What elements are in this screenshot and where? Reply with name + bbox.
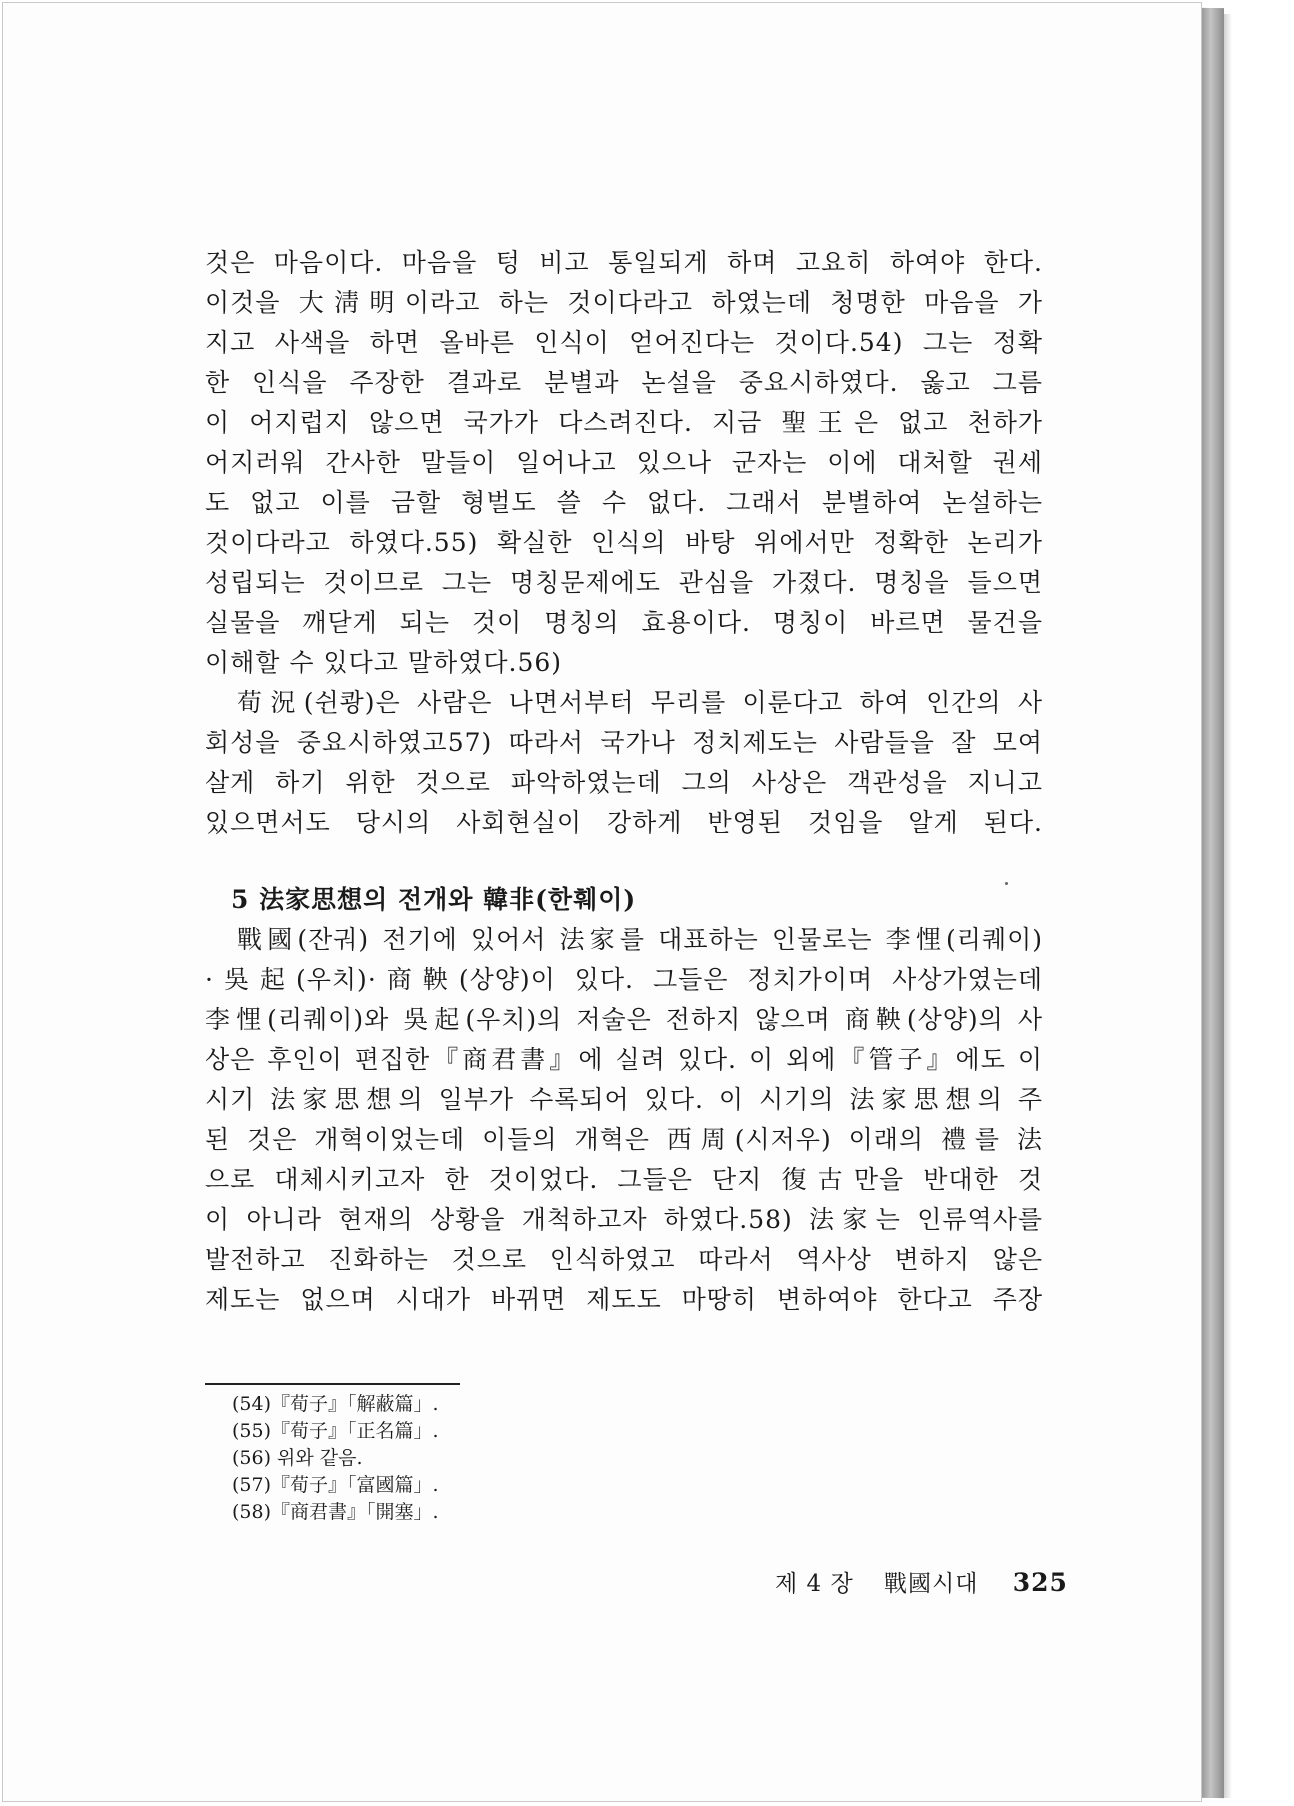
- running-footer: [775, 1565, 1068, 1598]
- text-line: 荀況(쉰쾅)은 사람은 나면서부터 무리를 이룬다고 하여 인간의 사: [237, 688, 1043, 717]
- text-line: 성립되는 것이므로 그는 명칭문제에도 관심을 가졌다. 명칭을 들으면: [205, 568, 1043, 597]
- text-line: 한 인식을 주장한 결과로 분별과 논설을 중요시하였다. 옳고 그름: [205, 368, 1043, 397]
- text-line: 실물을 깨닫게 되는 것이 명칭의 효용이다. 명칭이 바르면 물건을: [205, 608, 1043, 637]
- footnote-rule: [205, 1383, 460, 1385]
- text-line: 발전하고 진화하는 것으로 인식하였고 따라서 역사상 변하지 않은: [205, 1245, 1043, 1274]
- text-line: 시기 法家思想의 일부가 수록되어 있다. 이 시기의 法家思想의 주: [205, 1085, 1043, 1114]
- page-number: 325: [1012, 1568, 1068, 1597]
- footnote: (57)『荀子』「富國篇」.: [232, 1474, 439, 1496]
- text-line: 상은 후인이 편집한『商君書』에 실려 있다. 이 외에『管子』에도 이: [205, 1045, 1043, 1074]
- footnote: (58)『商君書』「開塞」.: [232, 1501, 439, 1523]
- footnote: (54)『荀子』「解蔽篇」.: [232, 1393, 439, 1415]
- section-heading: 5 法家思想의 전개와 韓非(한훼이): [231, 885, 637, 914]
- text-line: 이해할 수 있다고 말하였다.56): [205, 648, 563, 677]
- text-line: 어지러워 간사한 말들이 일어나고 있으나 군자는 이에 대처할 권세: [205, 448, 1043, 477]
- text-line: 것이다라고 하였다.55) 확실한 인식의 바탕 위에서만 정확한 논리가: [205, 528, 1043, 557]
- print-speck: [1005, 882, 1008, 885]
- page-edge-stack: [1202, 8, 1224, 1798]
- text-line: 戰國(잔궈) 전기에 있어서 法家를 대표하는 인물로는 李悝(리퀘이): [237, 925, 1043, 954]
- footer-title: 戰國시대: [884, 1571, 979, 1597]
- footnotes: [232, 1391, 439, 1526]
- text-line: 있으면서도 당시의 사회현실이 강하게 반영된 것임을 알게 된다.: [205, 808, 1043, 837]
- footer-chapter: 제 4 장: [775, 1571, 854, 1597]
- text-line: 으로 대체시키고자 한 것이었다. 그들은 단지 復古만을 반대한 것: [205, 1165, 1043, 1194]
- footnote: (55)『荀子』「正名篇」.: [232, 1420, 439, 1442]
- text-line: 이것을 大淸明이라고 하는 것이다라고 하였는데 청명한 마음을 가: [205, 288, 1043, 317]
- text-line: 이 아니라 현재의 상황을 개척하고자 하였다.58) 法家는 인류역사를: [205, 1205, 1043, 1234]
- text-line: 李悝(리퀘이)와 吳起(우치)의 저술은 전하지 않으며 商鞅(상양)의 사: [205, 1005, 1043, 1034]
- text-line: 된 것은 개혁이었는데 이들의 개혁은 西周(시저우) 이래의 禮를 法: [205, 1125, 1043, 1154]
- footnote: (56) 위와 같음.: [232, 1447, 363, 1469]
- text-line: 것은 마음이다. 마음을 텅 비고 통일되게 하며 고요히 하여야 한다.: [205, 248, 1043, 277]
- text-line: 지고 사색을 하면 올바른 인식이 얻어진다는 것이다.54) 그는 정확: [205, 328, 1043, 357]
- text-line: 살게 하기 위한 것으로 파악하였는데 그의 사상은 객관성을 지니고: [205, 768, 1043, 797]
- page-edge-shadow: [1224, 14, 1232, 1798]
- text-line: 제도는 없으며 시대가 바뀌면 제도도 마땅히 변하여야 한다고 주장: [205, 1285, 1043, 1314]
- text-line: 도 없고 이를 금할 형벌도 쓸 수 없다. 그래서 분별하여 논설하는: [205, 488, 1043, 517]
- text-line: ·吳起(우치)·商鞅(상양)이 있다. 그들은 정치가이며 사상가였는데: [205, 965, 1043, 994]
- text-line: 회성을 중요시하였고57) 따라서 국가나 정치제도는 사람들을 잘 모여: [205, 728, 1043, 757]
- main-text: [205, 243, 1043, 1320]
- text-line: 이 어지럽지 않으면 국가가 다스려진다. 지금 聖王은 없고 천하가: [205, 408, 1043, 437]
